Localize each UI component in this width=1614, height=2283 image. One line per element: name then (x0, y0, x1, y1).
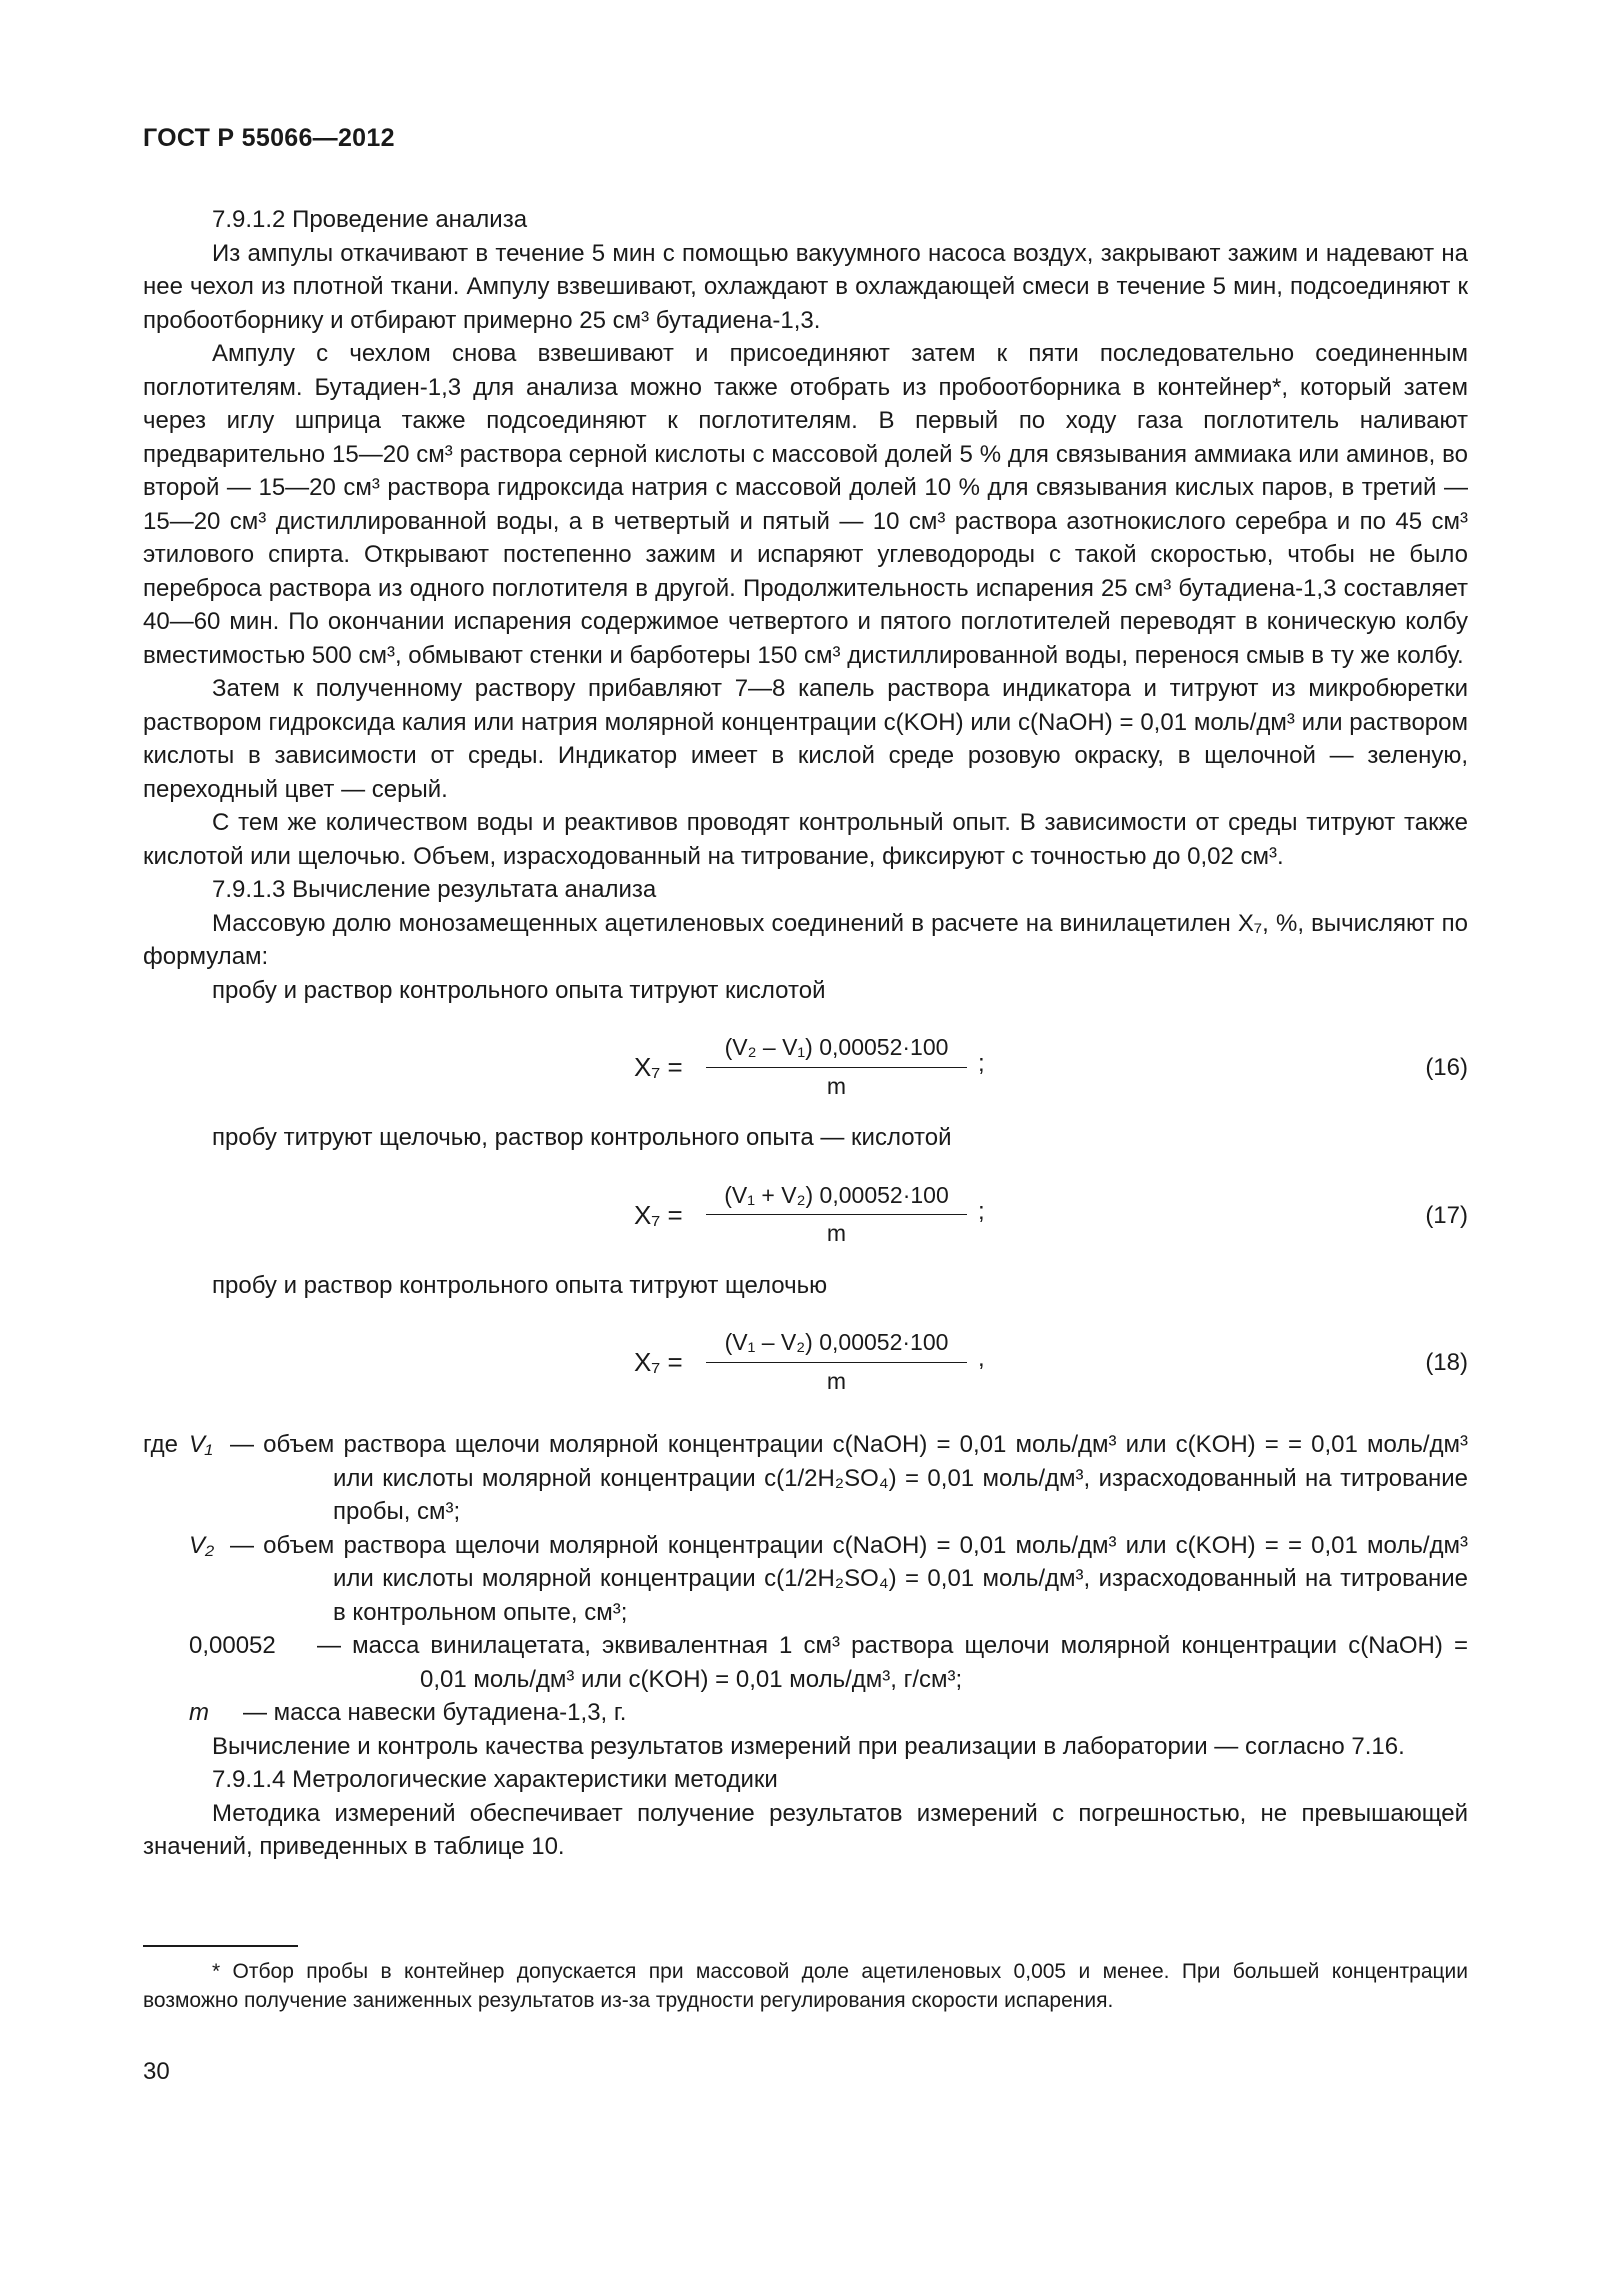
formula-punctuation: , (978, 1345, 985, 1372)
formula-numerator: (V₂ – V₁) 0,00052·100 (706, 1031, 967, 1068)
equation-number: (18) (1425, 1349, 1468, 1376)
formula-17 (143, 1173, 1468, 1269)
equation-number: (16) (1425, 1054, 1468, 1081)
formula-punctuation: ; (978, 1197, 985, 1225)
formula-lhs: X₇ = (634, 1052, 683, 1082)
formula-denominator: m (826, 1220, 847, 1246)
definition-symbol: m (189, 1699, 209, 1726)
formula-lhs: X₇ = (634, 1199, 683, 1230)
section-heading-7-9-1-4: 7.9.1.4 Метрологические характеристики методики (212, 1766, 778, 1793)
paragraph: Методика измерений обеспечивает получение результатов измерений с погрешностью, не превышающей значений, приведенных в таблице 10. (143, 1799, 1468, 1860)
formula-fraction (706, 1179, 967, 1251)
definition-v2 (143, 1529, 1468, 1630)
definition-v1 (143, 1428, 1468, 1529)
paragraph: Из ампулы откачивают в течение 5 мин с помощью вакуумного насоса воздух, закрывают зажим и надевают на нее чехол из плотной ткани. Ампулу взвешивают, охлаждают в охлаждающей смеси в течение 5 мин, подсоединяют к пробоотборнику и отбирают примерно 25 см³ бутадиена-1,3. (143, 239, 1468, 334)
formula-fraction (706, 1326, 967, 1398)
paragraph: Вычисление и контроль качества результатов измерений при реализации в лаборатории — согласно 7.16. (212, 1732, 1405, 1760)
formula-numerator: (V₁ – V₂) 0,00052·100 (706, 1326, 967, 1363)
section-heading-7-9-1-3: 7.9.1.3 Вычисление результата анализа (212, 876, 657, 903)
formula-punctuation: ; (978, 1050, 985, 1077)
variable-definitions (143, 1428, 1468, 1730)
formula-denominator: m (826, 1072, 847, 1099)
formula-case-label: пробу и раствор контрольного опыта титруют кислотой (212, 976, 826, 1004)
definition-text: — масса навески бутадиена-1,3, г. (243, 1699, 627, 1726)
definition-prefix: где (143, 1431, 179, 1458)
page-number: 30 (143, 2058, 170, 2085)
formula-16 (143, 1025, 1468, 1121)
document-body (143, 203, 1468, 1864)
footnote: * Отбор пробы в контейнер допускается при массовой доле ацетиленовых 0,005 и менее. При большей концентрации возможно получение заниженных результатов из-за трудности регулирования скорости испарения. (143, 1960, 1468, 2012)
formula-fraction (706, 1031, 967, 1103)
paragraph: Массовую долю монозамещенных ацетиленовых соединений в расчете на винилацетилен X₇, %, вычисляют по формулам: (143, 909, 1468, 970)
formula-18 (143, 1320, 1468, 1416)
footnote-divider (143, 1945, 298, 1947)
formula-case-label: пробу и раствор контрольного опыта титруют щелочью (212, 1271, 828, 1299)
definition-text: — объем раствора щелочи молярной концентрации c(NaOH) = 0,01 моль/дм³ или c(KOH) = = 0,01 моль/дм³ или кислоты молярной концентрации c(1/2H₂SO₄) = 0,01 моль/дм³, израсходованный на титрование пробы, см³; (230, 1431, 1468, 1525)
formula-denominator: m (826, 1367, 847, 1394)
definition-text: — масса винилацетата, эквивалентная 1 см³ раствора щелочи молярной концентрации c(NaOH) = 0,01 моль/дм³ или c(KOH) = 0,01 моль/дм³, г/см³; (317, 1632, 1468, 1693)
document-header: ГОСТ Р 55066—2012 (143, 124, 395, 152)
section-heading-7-9-1-2: 7.9.1.2 Проведение анализа (212, 206, 528, 233)
definition-symbol: V₂ (189, 1531, 215, 1559)
definition-constant (143, 1629, 1468, 1696)
formula-case-label: пробу титруют щелочью, раствор контрольного опыта — кислотой (212, 1124, 952, 1151)
definition-m (143, 1696, 1468, 1730)
paragraph: С тем же количеством воды и реактивов проводят контрольный опыт. В зависимости от среды титруют также кислотой или щелочью. Объем, израсходованный на титрование, фиксируют с точностью до 0,02 см³. (143, 809, 1468, 870)
paragraph: Ампулу с чехлом снова взвешивают и присоединяют затем к пяти последовательно соединенным поглотителям. Бутадиен-1,3 для анализа можно также отобрать из пробоотборника в контейнер*, который затем через иглу шприца также подсоединяют к поглотителям. В первый по ходу газа поглотитель наливают предварительно 15—20 см³ раствора серной кислоты с массовой долей 5 % для связывания аммиака или аминов, во второй — 15—20 см³ раствора гидроксида натрия с массовой долей 10 % для связывания кислых паров, в третий — 15—20 см³ дистиллированной воды, а в четвертый и пятый — 10 см³ раствора азотнокислого серебра и по 45 см³ этилового спирта. Открывают постепенно зажим и испаряют углеводороды с такой скоростью, чтобы не было переброса раствора из одного поглотителя в другой. Продолжительность испарения 25 см³ бутадиена-1,3 составляет 40—60 мин. По окончании испарения содержимое четвертого и пятого поглотителей переводят в коническую колбу вместимостью 500 см³, обмывают стенки и барботеры 150 см³ дистиллированной воды, перенося смыв в ту же колбу. (143, 340, 1468, 669)
paragraph: Затем к полученному раствору прибавляют 7—8 капель раствора индикатора и титруют из микробюретки раствором гидроксида калия или натрия молярной концентрации c(KOH) или c(NaOH) = 0,01 моль/дм³ или раствором кислоты в зависимости от среды. Индикатор имеет в кислой среде розовую окраску, в щелочной — зеленую, переходный цвет — серый. (143, 675, 1468, 803)
definition-symbol: V₁ (189, 1431, 213, 1458)
equation-number: (17) (1425, 1201, 1468, 1229)
definition-text: — объем раствора щелочи молярной концентрации c(NaOH) = 0,01 моль/дм³ или c(KOH) = = 0,01 моль/дм³ или кислоты молярной концентрации c(1/2H₂SO₄) = 0,01 моль/дм³, израсходованный на титрование в контрольном опыте, см³; (230, 1531, 1468, 1626)
formula-lhs: X₇ = (634, 1347, 683, 1377)
formula-numerator: (V₁ + V₂) 0,00052·100 (706, 1179, 967, 1216)
definition-symbol: 0,00052 (189, 1632, 276, 1659)
